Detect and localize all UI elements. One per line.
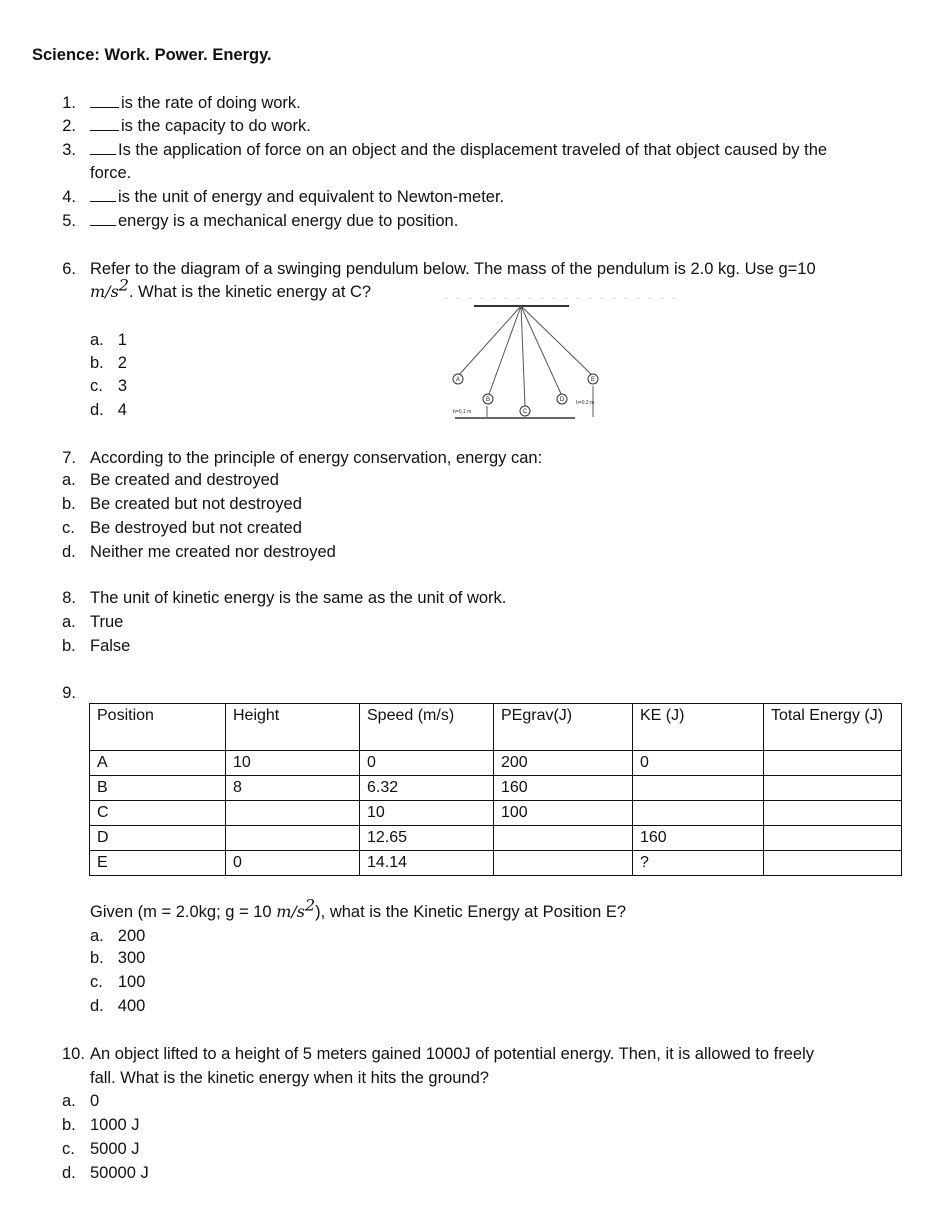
- question-number: 7.: [62, 449, 76, 467]
- table-cell[interactable]: [633, 801, 764, 826]
- table-cell: A: [90, 751, 226, 776]
- option-text: 5000 J: [90, 1140, 140, 1158]
- option-letter: d.: [62, 1164, 76, 1182]
- option-text: Neither me created nor destroyed: [90, 543, 336, 561]
- given-text-post: ), what is the Kinetic Energy at Position E?: [315, 903, 627, 921]
- option-letter: c.: [90, 377, 103, 395]
- option-text: 1000 J: [90, 1116, 140, 1134]
- item-number: 3.: [62, 141, 76, 159]
- header-ke: KE (J): [633, 704, 764, 751]
- page-title: Science: Work. Power. Energy.: [32, 46, 272, 64]
- table-cell[interactable]: 100: [494, 801, 633, 826]
- unit-math: m/s: [90, 282, 119, 301]
- table-cell[interactable]: [764, 801, 902, 826]
- string-a: [458, 306, 521, 376]
- table-cell[interactable]: ?: [633, 851, 764, 876]
- option[interactable]: [90, 970, 145, 994]
- item-text: is the unit of energy and equivalent to Newton-meter.: [118, 188, 505, 206]
- pendulum-diagram: [445, 298, 685, 426]
- table-cell[interactable]: [494, 851, 633, 876]
- height-label-left: h=0.1 m: [453, 409, 472, 415]
- item-number: 4.: [62, 188, 76, 206]
- header-pegrav: PEgrav(J): [494, 704, 633, 751]
- question-text: According to the principle of energy conservation, energy can:: [90, 449, 543, 467]
- fill-blank-item: [90, 114, 311, 138]
- table-cell[interactable]: [764, 776, 902, 801]
- table-cell[interactable]: 6.32: [360, 776, 494, 801]
- option[interactable]: [62, 1089, 100, 1113]
- option[interactable]: [62, 1161, 149, 1185]
- table-cell[interactable]: 0: [226, 851, 360, 876]
- question-text-rest: . What is the kinetic energy at C?: [128, 283, 372, 301]
- unit-math: m/s: [276, 902, 305, 921]
- table-cell[interactable]: [764, 751, 902, 776]
- question-text: The unit of kinetic energy is the same as the unit of work.: [90, 589, 507, 607]
- option-text: 400: [117, 997, 146, 1015]
- option-text: 4: [117, 401, 127, 419]
- header-total-energy: Total Energy (J): [764, 704, 902, 751]
- item-number: 2.: [62, 117, 76, 135]
- option-letter: d.: [90, 997, 104, 1015]
- option-letter: b.: [62, 1116, 76, 1134]
- option-letter: a.: [62, 1092, 76, 1110]
- option[interactable]: [62, 516, 302, 540]
- fill-blank-item: [90, 138, 827, 162]
- option-text: 100: [117, 973, 146, 991]
- header-speed: Speed (m/s): [360, 704, 494, 751]
- option-text: Be destroyed but not created: [90, 519, 302, 537]
- fill-blank-item: [90, 185, 504, 209]
- table-cell[interactable]: [764, 826, 902, 851]
- option-letter: a.: [62, 471, 76, 489]
- fill-blank-item: [90, 209, 458, 233]
- table-cell[interactable]: [764, 851, 902, 876]
- header-position: Position: [90, 704, 226, 751]
- option-letter: d.: [90, 401, 104, 419]
- option[interactable]: [90, 924, 145, 948]
- question-text: An object lifted to a height of 5 meters gained 1000J of potential energy. Then, it is allowed to freely: [90, 1045, 815, 1063]
- item-number: 1.: [62, 94, 76, 112]
- option-text: False: [90, 637, 131, 655]
- option[interactable]: [62, 1137, 140, 1161]
- string-d: [521, 306, 562, 396]
- table-cell[interactable]: 160: [633, 826, 764, 851]
- table-cell[interactable]: 8: [226, 776, 360, 801]
- table-cell[interactable]: 0: [360, 751, 494, 776]
- option-text: True: [90, 613, 124, 631]
- option-letter: c.: [90, 973, 103, 991]
- option[interactable]: [90, 328, 127, 352]
- table-cell[interactable]: 0: [633, 751, 764, 776]
- option[interactable]: [62, 492, 302, 516]
- option-text: 300: [117, 949, 146, 967]
- unit-exponent: 2: [304, 895, 316, 915]
- given-text-pre: Given (m = 2.0kg; g = 10: [90, 903, 277, 921]
- bob-label-b: B: [485, 397, 491, 403]
- option-text: 1: [117, 331, 127, 349]
- bob-label-e: E: [590, 377, 596, 383]
- table-cell[interactable]: 10: [226, 751, 360, 776]
- answer-blank[interactable]: [90, 210, 116, 226]
- option-letter: b.: [62, 637, 76, 655]
- table-cell: C: [90, 801, 226, 826]
- string-e: [521, 306, 593, 376]
- table-row: [90, 776, 902, 801]
- table-cell[interactable]: [226, 801, 360, 826]
- option-text: 50000 J: [90, 1164, 149, 1182]
- question-text: [90, 895, 627, 924]
- table-cell[interactable]: 12.65: [360, 826, 494, 851]
- option-letter: b.: [90, 949, 104, 967]
- option-letter: d.: [62, 543, 76, 561]
- option-letter: b.: [62, 495, 76, 513]
- unit-exponent: 2: [118, 275, 129, 295]
- table-cell[interactable]: [226, 826, 360, 851]
- bob-label-a: A: [455, 377, 461, 383]
- question-number: 10.: [62, 1045, 85, 1063]
- option-text: 200: [117, 927, 146, 945]
- string-b: [488, 306, 521, 397]
- item-number: 5.: [62, 212, 76, 230]
- question-number: 8.: [62, 589, 76, 607]
- height-label-right: h=0.2 m: [576, 400, 595, 406]
- answer-blank[interactable]: [90, 186, 116, 202]
- option-letter: b.: [90, 354, 104, 372]
- energy-table: [89, 703, 902, 876]
- option[interactable]: [90, 351, 127, 375]
- option-letter: a.: [62, 613, 76, 631]
- table-cell[interactable]: [494, 826, 633, 851]
- option[interactable]: [90, 398, 127, 422]
- option[interactable]: [62, 468, 279, 492]
- option[interactable]: [62, 1113, 140, 1137]
- option-letter: a.: [90, 331, 104, 349]
- table-cell[interactable]: [633, 776, 764, 801]
- table-row: [90, 801, 902, 826]
- table-cell: B: [90, 776, 226, 801]
- answer-blank[interactable]: [90, 139, 116, 155]
- option-letter: c.: [62, 519, 75, 537]
- option-text: 0: [90, 1092, 100, 1110]
- table-cell[interactable]: 10: [360, 801, 494, 826]
- question-number: 6.: [62, 260, 76, 278]
- table-cell: D: [90, 826, 226, 851]
- option[interactable]: [62, 634, 131, 658]
- table-cell: E: [90, 851, 226, 876]
- option-letter: c.: [62, 1140, 75, 1158]
- option-text: 2: [117, 354, 127, 372]
- option[interactable]: [90, 994, 145, 1018]
- item-text: is the rate of doing work.: [121, 94, 301, 112]
- answer-blank[interactable]: [90, 92, 119, 108]
- question-number: 9.: [62, 684, 76, 702]
- item-text: is the capacity to do work.: [121, 117, 311, 135]
- table-header-row: [90, 704, 902, 751]
- answer-blank[interactable]: [90, 115, 119, 131]
- item-text-continued: force.: [90, 164, 132, 182]
- table-row: [90, 751, 902, 776]
- fill-blank-item: [90, 91, 301, 115]
- option[interactable]: [62, 610, 124, 634]
- table-cell[interactable]: 160: [494, 776, 633, 801]
- option[interactable]: [62, 540, 336, 564]
- table-cell[interactable]: 14.14: [360, 851, 494, 876]
- header-height: Height: [226, 704, 360, 751]
- question-text-continued: [90, 275, 372, 304]
- table-cell[interactable]: 200: [494, 751, 633, 776]
- option[interactable]: [90, 374, 127, 398]
- option-text: Be created but not destroyed: [90, 495, 302, 513]
- option-letter: a.: [90, 927, 104, 945]
- table-row: [90, 826, 902, 851]
- bob-label-c: C: [522, 409, 528, 415]
- string-c: [521, 306, 525, 406]
- option-text: 3: [117, 377, 128, 395]
- question-text: Refer to the diagram of a swinging pendulum below. The mass of the pendulum is 2.0 kg. Use g=10: [90, 260, 816, 278]
- question-text-continued: fall. What is the kinetic energy when it hits the ground?: [90, 1069, 489, 1087]
- table-row: [90, 851, 902, 876]
- bob-label-d: D: [559, 397, 565, 403]
- option-text: Be created and destroyed: [90, 471, 279, 489]
- option[interactable]: [90, 946, 145, 970]
- item-text: energy is a mechanical energy due to position.: [118, 212, 459, 230]
- item-text: Is the application of force on an object and the displacement traveled of that object caused by the: [118, 141, 828, 159]
